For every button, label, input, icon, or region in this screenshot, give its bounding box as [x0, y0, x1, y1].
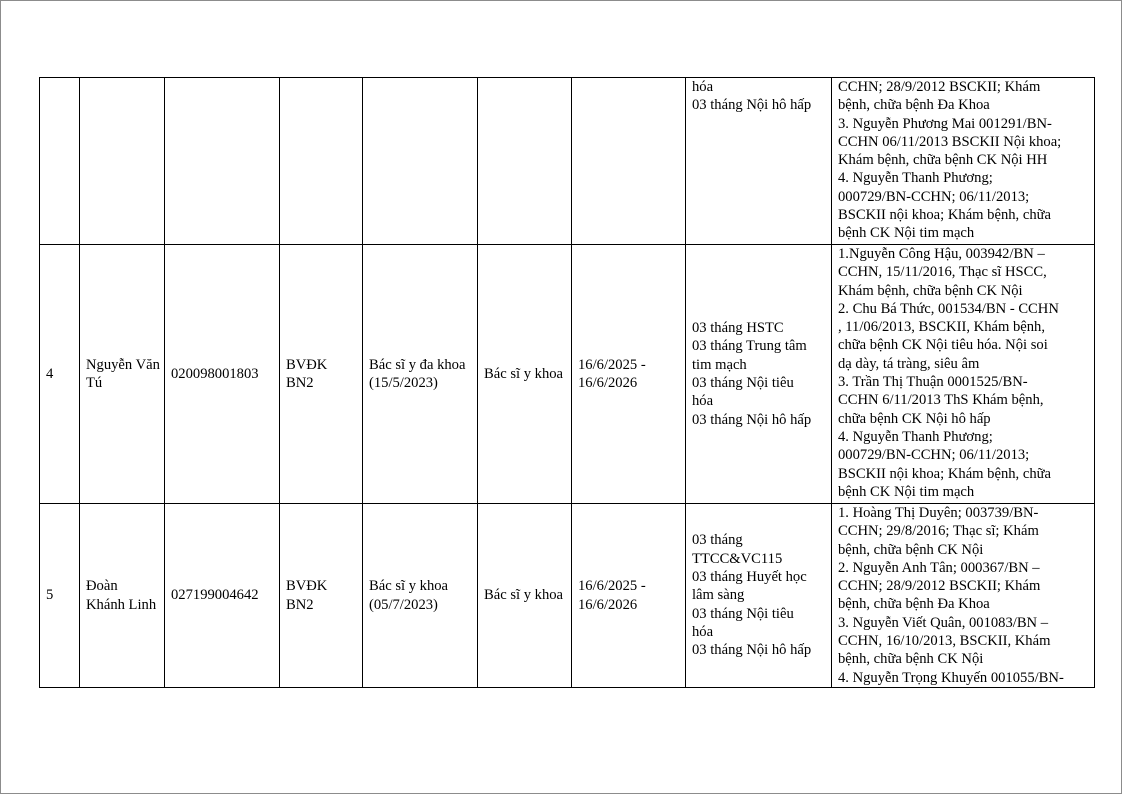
- rotation-cell: [686, 78, 832, 245]
- supervisor-line: BSCKII nội khoa; Khám bệnh, chữa: [838, 207, 1051, 224]
- supervisor-line: BSCKII nội khoa; Khám bệnh, chữa: [838, 465, 1051, 482]
- rotation-line: TTCC&VC115: [692, 550, 783, 567]
- rotation-line: 03 tháng Nội tiêu: [692, 605, 794, 622]
- table-row: [40, 245, 1095, 504]
- title-cell: Bác sĩ y khoa: [478, 245, 572, 504]
- unit-cell: BVĐK BN2: [280, 504, 363, 688]
- name-cell: Đoàn Khánh Linh: [80, 504, 165, 688]
- rotation-line: 03 tháng Trung tâm: [692, 338, 807, 355]
- rotation-cell: [686, 245, 832, 504]
- name-cell: Nguyễn Văn Tú: [80, 245, 165, 504]
- period-cell: 16/6/2025 - 16/6/2026: [572, 245, 686, 504]
- supervisor-line: chữa bệnh CK Nội tiêu hóa. Nội soi: [838, 337, 1048, 354]
- supervisor-line: bệnh CK Nội tim mạch: [838, 483, 975, 500]
- supervisor-line: 2. Nguyễn Anh Tân; 000367/BN –: [838, 559, 1040, 576]
- table-row: [40, 504, 1095, 688]
- supervisor-line: Khám bệnh, chữa bệnh CK Nội: [838, 282, 1023, 299]
- supervisor-line: CCHN; 29/8/2016; Thạc sĩ; Khám: [838, 523, 1039, 540]
- rotation-line: 03 tháng Nội hô hấp: [692, 411, 812, 428]
- rotation-line: hóa: [692, 79, 714, 95]
- rotation-line: hóa: [692, 623, 714, 640]
- supervisor-line: bệnh, chữa bệnh Đa Khoa: [838, 97, 990, 114]
- supervisor-line: 3. Nguyễn Phương Mai 001291/BN-: [838, 115, 1052, 132]
- trainee-table: [39, 77, 1095, 688]
- id-number-cell: 027199004642: [165, 504, 280, 688]
- degree-cell: Bác sĩ y khoa (05/7/2023): [363, 504, 478, 688]
- supervisor-line: 2. Chu Bá Thức, 001534/BN - CCHN: [838, 300, 1059, 317]
- supervisor-line: 000729/BN-CCHN; 06/11/2013;: [838, 188, 1030, 205]
- table-row: [40, 78, 1095, 245]
- id-number-cell: 020098001803: [165, 245, 280, 504]
- supervisor-line: Khám bệnh, chữa bệnh CK Nội HH: [838, 152, 1048, 169]
- supervisor-cell: [832, 245, 1095, 504]
- rotation-line: 03 tháng: [692, 532, 743, 549]
- period-cell: [572, 78, 686, 245]
- supervisor-line: bệnh, chữa bệnh CK Nội: [838, 541, 984, 558]
- title-cell: [478, 78, 572, 245]
- supervisor-line: 1.Nguyễn Công Hậu, 003942/BN –: [838, 246, 1045, 262]
- degree-cell: Bác sĩ y đa khoa (15/5/2023): [363, 245, 478, 504]
- stt-cell: [40, 78, 80, 245]
- rotation-cell: [686, 504, 832, 688]
- id-number-cell: [165, 78, 280, 245]
- supervisor-line: CCHN 06/11/2013 BSCKII Nội khoa;: [838, 133, 1062, 150]
- supervisor-line: 3. Nguyễn Viết Quân, 001083/BN –: [838, 614, 1049, 631]
- supervisor-line: , 11/06/2013, BSCKII, Khám bệnh,: [838, 319, 1046, 336]
- supervisor-line: 4. Nguyễn Thanh Phương;: [838, 170, 993, 187]
- title-cell: Bác sĩ y khoa: [478, 504, 572, 688]
- supervisor-line: 4. Nguyễn Thanh Phương;: [838, 428, 993, 445]
- supervisor-line: 000729/BN-CCHN; 06/11/2013;: [838, 447, 1030, 464]
- rotation-line: hóa: [692, 393, 714, 410]
- rotation-line: lâm sàng: [692, 587, 745, 604]
- supervisor-cell: [832, 78, 1095, 245]
- degree-cell: [363, 78, 478, 245]
- supervisor-line: bệnh, chữa bệnh Đa Khoa: [838, 596, 990, 613]
- unit-cell: BVĐK BN2: [280, 245, 363, 504]
- supervisor-cell: [832, 504, 1095, 688]
- supervisor-line: bệnh, chữa bệnh CK Nội: [838, 651, 984, 668]
- supervisor-line: 3. Trần Thị Thuận 0001525/BN-: [838, 374, 1028, 391]
- rotation-line: 03 tháng Nội hô hấp: [692, 642, 812, 659]
- supervisor-line: 4. Nguyễn Trọng Khuyến 001055/BN-: [838, 669, 1064, 686]
- unit-cell: [280, 78, 363, 245]
- supervisor-line: dạ dày, tá tràng, siêu âm: [838, 355, 980, 372]
- stt-cell: 4: [40, 245, 80, 504]
- rotation-line: tim mạch: [692, 356, 747, 373]
- name-cell: [80, 78, 165, 245]
- period-cell: 16/6/2025 - 16/6/2026: [572, 504, 686, 688]
- supervisor-line: CCHN, 16/10/2013, BSCKII, Khám: [838, 633, 1051, 650]
- supervisor-line: bệnh CK Nội tim mạch: [838, 225, 975, 242]
- stt-cell: 5: [40, 504, 80, 688]
- supervisor-line: CCHN; 28/9/2012 BSCKII; Khám: [838, 79, 1041, 95]
- supervisor-line: 1. Hoàng Thị Duyên; 003739/BN-: [838, 505, 1039, 521]
- rotation-line: 03 tháng HSTC: [692, 320, 784, 337]
- supervisor-line: CCHN 6/11/2013 ThS Khám bệnh,: [838, 392, 1044, 409]
- rotation-line: 03 tháng Huyết học: [692, 569, 807, 586]
- supervisor-line: CCHN, 15/11/2016, Thạc sĩ HSCC,: [838, 264, 1047, 281]
- supervisor-line: chữa bệnh CK Nội hô hấp: [838, 410, 991, 427]
- rotation-line: 03 tháng Nội tiêu: [692, 375, 794, 391]
- rotation-line: 03 tháng Nội hô hấp: [692, 97, 812, 114]
- supervisor-line: CCHN; 28/9/2012 BSCKII; Khám: [838, 578, 1041, 595]
